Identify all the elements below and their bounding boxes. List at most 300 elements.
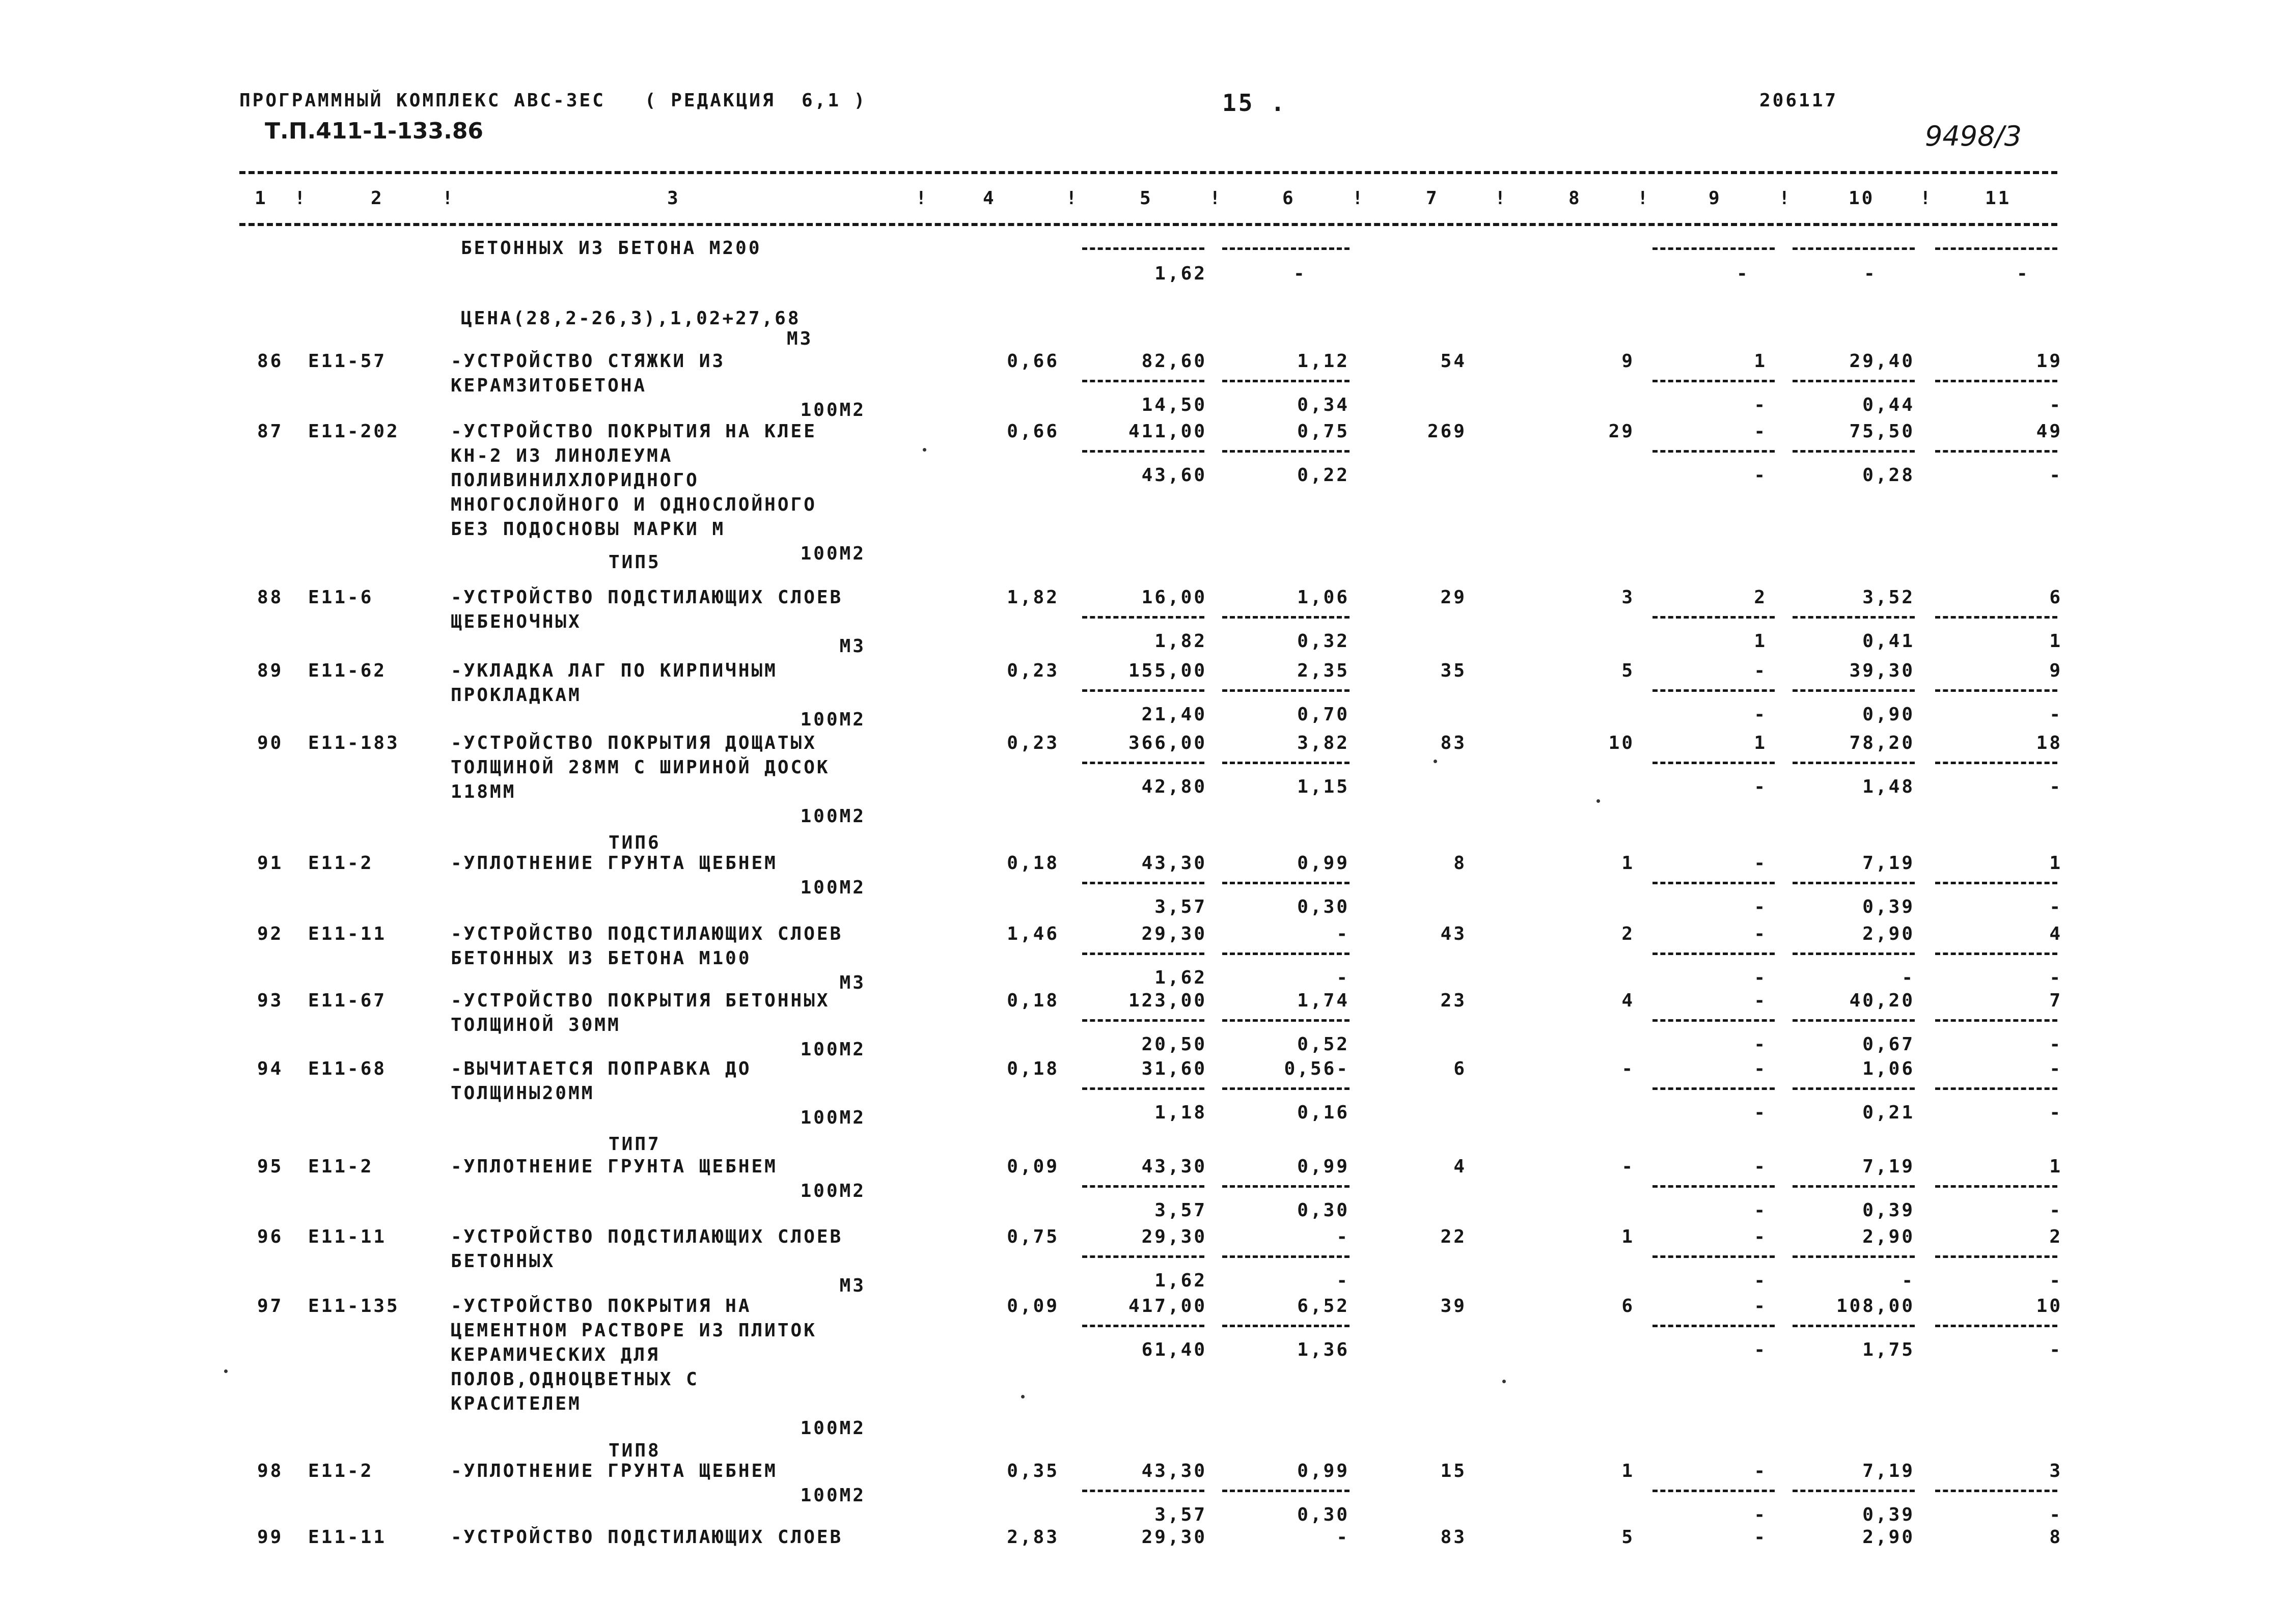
row-col11-value: 1 <box>2049 853 2062 874</box>
row-description-line: -УСТРОЙСТВО ПОДСТИЛАЮЩИХ СЛОЕВ <box>451 923 843 944</box>
row-number: 92 <box>257 923 284 944</box>
row-description-line: ПРОКЛАДКАМ <box>451 685 582 706</box>
row-col9-lower: - <box>1754 395 1767 415</box>
separator-line <box>1793 247 1915 250</box>
header-bottom-rule <box>239 223 2057 226</box>
row-col5-value: 417,00 <box>1128 1296 1207 1317</box>
row-description-line: -УПЛОТНЕНИЕ ГРУНТА ЩЕБНЕМ <box>451 1461 778 1481</box>
row-code: Е11-2 <box>308 853 374 874</box>
row-col11-lower: - <box>2049 395 2062 415</box>
row-col8-value: - <box>1621 1156 1635 1177</box>
col-separator: ! <box>294 188 308 209</box>
row-col11-lower: 1 <box>2049 631 2062 652</box>
separator-line <box>1652 1087 1775 1090</box>
separator-line <box>1652 953 1775 955</box>
row-col8-value: 5 <box>1621 1527 1635 1548</box>
row-col10-value: 2,90 <box>1862 1527 1915 1548</box>
separator-line <box>1793 882 1915 884</box>
handwritten-number: 9498/3 <box>1925 120 2022 152</box>
row-col9-lower: 1 <box>1754 631 1767 652</box>
separator-line <box>1935 380 2057 382</box>
row-unit: 100М2 <box>800 806 866 827</box>
page-number: 15 . <box>1222 89 1287 117</box>
row-col9-lower: - <box>1754 1270 1767 1291</box>
separator-line <box>1222 689 1349 692</box>
row-col8-value: 3 <box>1621 587 1635 608</box>
row-col11-lower: - <box>2049 897 2062 917</box>
row-col5-lower: 1,82 <box>1154 631 1207 652</box>
separator-line <box>1222 762 1349 764</box>
col-separator: ! <box>442 188 455 209</box>
row-col5-value: 16,00 <box>1141 587 1207 608</box>
row-quantity: 0,23 <box>1007 660 1059 681</box>
row-col9-value: - <box>1754 660 1767 681</box>
separator-line <box>1935 1019 2057 1022</box>
separator-line <box>1935 616 2057 619</box>
row-unit: М3 <box>839 1275 866 1296</box>
row-unit: 100М2 <box>800 1039 866 1060</box>
separator-line <box>1222 380 1349 382</box>
row-number: 86 <box>257 351 284 372</box>
row-col8-value: 2 <box>1621 923 1635 944</box>
row-col9-lower: - <box>1754 1504 1767 1525</box>
separator-line <box>1935 1255 2057 1258</box>
col-header-5: 5 <box>1140 188 1153 209</box>
row-col7-value: 39 <box>1440 1296 1467 1317</box>
row-col6-value: 6,52 <box>1297 1296 1349 1317</box>
row-code: Е11-2 <box>308 1461 374 1481</box>
row-col10-value: 1,06 <box>1862 1058 1915 1079</box>
row-col10-lower: 0,67 <box>1862 1034 1915 1055</box>
row-col9-value: - <box>1754 421 1767 442</box>
row-col6-lower: 0,32 <box>1297 631 1349 652</box>
separator-line <box>1935 1087 2057 1090</box>
row-quantity: 0,66 <box>1007 421 1059 442</box>
row-col8-value: 29 <box>1608 421 1635 442</box>
row-col9-value: - <box>1754 1226 1767 1247</box>
row-col6-value: 0,99 <box>1297 1156 1349 1177</box>
type-label: ТИП8 <box>609 1440 661 1461</box>
row-col5-value: 411,00 <box>1128 421 1207 442</box>
separator-line <box>1082 689 1204 692</box>
row-description-line: -УСТРОЙСТВО ПОДСТИЛАЮЩИХ СЛОЕВ <box>451 587 843 608</box>
row-col10-lower: 0,44 <box>1862 395 1915 415</box>
row-col10-value: 7,19 <box>1862 1461 1915 1481</box>
row-col11-lower: - <box>2049 465 2062 486</box>
row-col7-value: 83 <box>1440 733 1467 753</box>
row-description-line: -УСТРОЙСТВО ПОКРЫТИЯ БЕТОННЫХ <box>451 990 830 1011</box>
intro-col11-value: - <box>2017 263 2030 284</box>
row-code: Е11-11 <box>308 1527 387 1548</box>
row-quantity: 0,35 <box>1007 1461 1059 1481</box>
row-col11-lower: - <box>2049 967 2062 988</box>
col-header-1: 1 <box>255 188 268 209</box>
col-separator: ! <box>1637 188 1650 209</box>
separator-line <box>1082 1325 1204 1327</box>
intro-col5-value: 1,62 <box>1154 263 1207 284</box>
intro-col9-value: - <box>1737 263 1750 284</box>
row-col7-value: 8 <box>1453 853 1467 874</box>
row-quantity: 0,75 <box>1007 1226 1059 1247</box>
row-description-line: -УСТРОЙСТВО ПОКРЫТИЯ ДОЩАТЫХ <box>451 733 817 753</box>
row-description-line: КН-2 ИЗ ЛИНОЛЕУМА <box>451 445 673 466</box>
row-col9-value: 1 <box>1754 733 1767 753</box>
row-col7-value: 4 <box>1453 1156 1467 1177</box>
row-col6-lower: 0,34 <box>1297 395 1349 415</box>
row-col10-value: 39,30 <box>1849 660 1915 681</box>
separator-line <box>1793 689 1915 692</box>
row-col8-value: 6 <box>1621 1296 1635 1317</box>
row-col5-value: 43,30 <box>1141 1461 1207 1481</box>
row-description-line: -УПЛОТНЕНИЕ ГРУНТА ЩЕБНЕМ <box>451 1156 778 1177</box>
separator-line <box>1652 1490 1775 1492</box>
row-col7-value: 35 <box>1440 660 1467 681</box>
row-col11-lower: - <box>2049 1504 2062 1525</box>
row-col5-lower: 3,57 <box>1154 1504 1207 1525</box>
col-separator: ! <box>1920 188 1933 209</box>
col-separator: ! <box>1352 188 1365 209</box>
row-number: 94 <box>257 1058 284 1079</box>
row-col11-lower: - <box>2049 704 2062 725</box>
separator-line <box>1222 882 1349 884</box>
row-col6-value: - <box>1336 1527 1349 1548</box>
row-code: Е11-2 <box>308 1156 374 1177</box>
row-col11-value: 9 <box>2049 660 2062 681</box>
row-unit: 100М2 <box>800 1418 866 1439</box>
row-number: 96 <box>257 1226 284 1247</box>
row-code: Е11-183 <box>308 733 400 753</box>
row-col11-lower: - <box>2049 776 2062 797</box>
separator-line <box>1222 450 1349 453</box>
col-header-9: 9 <box>1709 188 1722 209</box>
row-number: 87 <box>257 421 284 442</box>
col-separator: ! <box>1495 188 1508 209</box>
row-col6-lower: 0,30 <box>1297 1504 1349 1525</box>
row-col9-lower: - <box>1754 704 1767 725</box>
row-unit: 100М2 <box>800 877 866 898</box>
separator-line <box>1793 1185 1915 1188</box>
separator-line <box>1082 1185 1204 1188</box>
row-col5-value: 29,30 <box>1141 1226 1207 1247</box>
separator-line <box>1793 1019 1915 1022</box>
row-description-line: -УСТРОЙСТВО ПОДСТИЛАЮЩИХ СЛОЕВ <box>451 1527 843 1548</box>
row-col11-value: 19 <box>2036 351 2062 372</box>
row-quantity: 0,18 <box>1007 853 1059 874</box>
row-col5-lower: 20,50 <box>1141 1034 1207 1055</box>
separator-line <box>1793 616 1915 619</box>
row-col8-value: 1 <box>1621 1226 1635 1247</box>
row-number: 97 <box>257 1296 284 1317</box>
scan-speck <box>923 448 926 452</box>
row-col6-lower: 0,70 <box>1297 704 1349 725</box>
row-col11-value: - <box>2049 1058 2062 1079</box>
separator-line <box>1082 616 1204 619</box>
row-number: 91 <box>257 853 284 874</box>
row-col10-lower: 0,39 <box>1862 897 1915 917</box>
row-description-line: -ВЫЧИТАЕТСЯ ПОПРАВКА ДО <box>451 1058 752 1079</box>
row-col10-lower: 0,39 <box>1862 1200 1915 1221</box>
row-col5-value: 29,30 <box>1141 1527 1207 1548</box>
row-col11-lower: - <box>2049 1339 2062 1360</box>
row-col9-lower: - <box>1754 897 1767 917</box>
row-col9-lower: - <box>1754 776 1767 797</box>
row-number: 99 <box>257 1527 284 1548</box>
row-col11-lower: - <box>2049 1034 2062 1055</box>
row-col11-lower: - <box>2049 1270 2062 1291</box>
row-col6-lower: - <box>1336 967 1349 988</box>
col-header-2: 2 <box>371 188 384 209</box>
separator-line <box>1652 882 1775 884</box>
separator-line <box>1222 953 1349 955</box>
col-header-7: 7 <box>1426 188 1439 209</box>
separator-line <box>1222 247 1349 250</box>
row-col5-lower: 3,57 <box>1154 897 1207 917</box>
row-description-line: БЕЗ ПОДОСНОВЫ МАРКИ М <box>451 519 726 540</box>
row-col11-value: 1 <box>2049 1156 2062 1177</box>
row-col6-lower: 0,16 <box>1297 1102 1349 1123</box>
row-description-line: КРАСИТЕЛЕМ <box>451 1393 582 1414</box>
row-col11-value: 2 <box>2049 1226 2062 1247</box>
row-number: 90 <box>257 733 284 753</box>
row-col9-value: - <box>1754 1527 1767 1548</box>
separator-line <box>1793 762 1915 764</box>
row-col9-value: 2 <box>1754 587 1767 608</box>
row-col7-value: 15 <box>1440 1461 1467 1481</box>
row-col9-value: 1 <box>1754 351 1767 372</box>
row-col11-value: 8 <box>2049 1527 2062 1548</box>
separator-line <box>1793 1490 1915 1492</box>
row-code: Е11-135 <box>308 1296 400 1317</box>
row-col8-value: 1 <box>1621 853 1635 874</box>
separator-line <box>1793 1087 1915 1090</box>
separator-line <box>1793 450 1915 453</box>
row-col8-value: - <box>1621 1058 1635 1079</box>
row-col8-value: 1 <box>1621 1461 1635 1481</box>
separator-line <box>1222 616 1349 619</box>
row-description-line: БЕТОННЫХ ИЗ БЕТОНА М100 <box>451 948 752 969</box>
row-unit: М3 <box>839 972 866 993</box>
scan-speck <box>1021 1395 1025 1398</box>
row-col8-value: 4 <box>1621 990 1635 1011</box>
col-header-4: 4 <box>983 188 996 209</box>
row-col5-lower: 1,62 <box>1154 1270 1207 1291</box>
row-col6-value: 0,99 <box>1297 853 1349 874</box>
row-description-line: ПОЛОВ,ОДНОЦВЕТНЫХ С <box>451 1369 699 1390</box>
row-col5-lower: 42,80 <box>1141 776 1207 797</box>
col-separator: ! <box>1779 188 1792 209</box>
row-col9-lower: - <box>1754 465 1767 486</box>
type-label: ТИП6 <box>609 832 661 853</box>
separator-line <box>1652 1185 1775 1188</box>
row-col8-value: 10 <box>1608 733 1635 753</box>
row-code: Е11-62 <box>308 660 387 681</box>
row-col7-value: 43 <box>1440 923 1467 944</box>
row-description-line: ЩЕБЕНОЧНЫХ <box>451 611 582 632</box>
row-description-line: ТОЛЩИНОЙ 28ММ С ШИРИНОЙ ДОСОК <box>451 757 830 778</box>
col-header-11: 11 <box>1985 188 2012 209</box>
separator-line <box>1652 380 1775 382</box>
row-col10-value: 3,52 <box>1862 587 1915 608</box>
row-col5-lower: 1,62 <box>1154 967 1207 988</box>
row-col6-value: 1,12 <box>1297 351 1349 372</box>
row-col9-value: - <box>1754 1058 1767 1079</box>
separator-line <box>1082 762 1204 764</box>
row-col11-value: 4 <box>2049 923 2062 944</box>
intro-col6-value: - <box>1293 263 1307 284</box>
row-description-line: ПОЛИВИНИЛХЛОРИДНОГО <box>451 470 699 491</box>
row-col11-lower: - <box>2049 1200 2062 1221</box>
row-col6-value: 0,56- <box>1284 1058 1349 1079</box>
row-col6-lower: - <box>1336 1270 1349 1291</box>
row-col6-lower: 0,30 <box>1297 1200 1349 1221</box>
row-number: 93 <box>257 990 284 1011</box>
row-col10-lower: 0,21 <box>1862 1102 1915 1123</box>
row-col9-value: - <box>1754 923 1767 944</box>
row-col5-lower: 3,57 <box>1154 1200 1207 1221</box>
row-col10-value: 78,20 <box>1849 733 1915 753</box>
row-col9-value: - <box>1754 1461 1767 1481</box>
type-label: ТИП5 <box>609 552 661 573</box>
row-quantity: 0,66 <box>1007 351 1059 372</box>
row-col10-lower: 0,39 <box>1862 1504 1915 1525</box>
row-col5-value: 366,00 <box>1128 733 1207 753</box>
col-header-8: 8 <box>1568 188 1582 209</box>
row-unit: 100М2 <box>800 400 866 421</box>
row-code: Е11-68 <box>308 1058 387 1079</box>
row-col5-value: 43,30 <box>1141 1156 1207 1177</box>
row-number: 89 <box>257 660 284 681</box>
row-number: 95 <box>257 1156 284 1177</box>
scan-speck <box>224 1369 228 1373</box>
separator-line <box>1935 1185 2057 1188</box>
row-col10-lower: 0,41 <box>1862 631 1915 652</box>
row-col9-lower: - <box>1754 1339 1767 1360</box>
separator-line <box>1652 616 1775 619</box>
row-col7-value: 6 <box>1453 1058 1467 1079</box>
row-col5-lower: 43,60 <box>1141 465 1207 486</box>
row-col6-lower: 0,30 <box>1297 897 1349 917</box>
row-description-line: ЦЕМЕНТНОМ РАСТВОРЕ ИЗ ПЛИТОК <box>451 1320 817 1341</box>
row-description-line: КЕРАМЗИТОБЕТОНА <box>451 375 647 396</box>
separator-line <box>1935 953 2057 955</box>
col-separator: ! <box>1209 188 1223 209</box>
row-col5-lower: 21,40 <box>1141 704 1207 725</box>
scan-speck <box>1596 799 1600 803</box>
type-label: ТИП7 <box>609 1134 661 1155</box>
separator-line <box>1082 450 1204 453</box>
row-col10-lower: - <box>1902 1270 1915 1291</box>
row-col10-lower: 0,28 <box>1862 465 1915 486</box>
separator-line <box>1652 247 1775 250</box>
separator-line <box>1082 1490 1204 1492</box>
row-description-line: -УСТРОЙСТВО ПОКРЫТИЯ НА КЛЕЕ <box>451 421 817 442</box>
row-col11-value: 6 <box>2049 587 2062 608</box>
row-col7-value: 54 <box>1440 351 1467 372</box>
row-col10-lower: 1,48 <box>1862 776 1915 797</box>
row-col6-lower: 1,15 <box>1297 776 1349 797</box>
separator-line <box>1222 1185 1349 1188</box>
separator-line <box>1652 1019 1775 1022</box>
row-col5-lower: 1,18 <box>1154 1102 1207 1123</box>
separator-line <box>1652 689 1775 692</box>
separator-line <box>1793 380 1915 382</box>
intro-description: БЕТОННЫХ ИЗ БЕТОНА М200 <box>461 238 762 259</box>
separator-line <box>1793 1325 1915 1327</box>
row-quantity: 1,46 <box>1007 923 1059 944</box>
row-number: 98 <box>257 1461 284 1481</box>
row-code: Е11-11 <box>308 923 387 944</box>
row-col6-lower: 0,22 <box>1297 465 1349 486</box>
price-formula-unit: М3 <box>787 328 813 349</box>
row-unit: 100М2 <box>800 1107 866 1128</box>
row-unit: 100М2 <box>800 543 866 564</box>
row-description-line: -УПЛОТНЕНИЕ ГРУНТА ЩЕБНЕМ <box>451 853 778 874</box>
row-col5-value: 123,00 <box>1128 990 1207 1011</box>
separator-line <box>1935 247 2057 250</box>
row-col7-value: 83 <box>1440 1527 1467 1548</box>
row-col7-value: 269 <box>1427 421 1467 442</box>
row-col9-value: - <box>1754 853 1767 874</box>
row-description-line: КЕРАМИЧЕСКИХ ДЛЯ <box>451 1345 660 1365</box>
row-description-line: -УСТРОЙСТВО ПОДСТИЛАЮЩИХ СЛОЕВ <box>451 1226 843 1247</box>
row-col11-value: 18 <box>2036 733 2062 753</box>
row-col10-value: 29,40 <box>1849 351 1915 372</box>
row-col7-value: 29 <box>1440 587 1467 608</box>
row-quantity: 0,18 <box>1007 1058 1059 1079</box>
separator-line <box>1222 1325 1349 1327</box>
program-title: ПРОГРАММНЫЙ КОМПЛЕКС АВС-ЗЕС ( РЕДАКЦИЯ 6,1 ) <box>239 90 867 111</box>
row-code: Е11-57 <box>308 351 387 372</box>
row-col9-value: - <box>1754 1296 1767 1317</box>
row-col5-value: 31,60 <box>1141 1058 1207 1079</box>
row-quantity: 0,23 <box>1007 733 1059 753</box>
separator-line <box>1935 450 2057 453</box>
row-quantity: 2,83 <box>1007 1527 1059 1548</box>
row-quantity: 0,09 <box>1007 1156 1059 1177</box>
row-col6-value: 1,06 <box>1297 587 1349 608</box>
row-col6-lower: 1,36 <box>1297 1339 1349 1360</box>
separator-line <box>1652 1255 1775 1258</box>
document-code: 206117 <box>1759 90 1838 111</box>
row-description-line: -УКЛАДКА ЛАГ ПО КИРПИЧНЫМ <box>451 660 778 681</box>
row-col5-value: 29,30 <box>1141 923 1207 944</box>
separator-line <box>1652 450 1775 453</box>
row-col7-value: 22 <box>1440 1226 1467 1247</box>
row-col6-value: 3,82 <box>1297 733 1349 753</box>
separator-line <box>1082 247 1204 250</box>
row-unit: 100М2 <box>800 1181 866 1201</box>
separator-line <box>1082 882 1204 884</box>
row-col6-value: 0,99 <box>1297 1461 1349 1481</box>
row-col11-value: 10 <box>2036 1296 2062 1317</box>
row-col10-value: 2,90 <box>1862 923 1915 944</box>
header-top-rule <box>239 171 2057 174</box>
row-col6-value: 1,74 <box>1297 990 1349 1011</box>
row-col10-value: 75,50 <box>1849 421 1915 442</box>
row-description-line: -УСТРОЙСТВО СТЯЖКИ ИЗ <box>451 351 726 372</box>
row-col10-value: 7,19 <box>1862 853 1915 874</box>
scan-speck <box>1434 760 1437 763</box>
row-code: Е11-67 <box>308 990 387 1011</box>
row-col9-lower: - <box>1754 1200 1767 1221</box>
row-col5-value: 155,00 <box>1128 660 1207 681</box>
row-col11-value: 3 <box>2049 1461 2062 1481</box>
row-col11-lower: - <box>2049 1102 2062 1123</box>
row-col10-value: 108,00 <box>1836 1296 1915 1317</box>
row-unit: М3 <box>839 636 866 657</box>
row-quantity: 1,82 <box>1007 587 1059 608</box>
row-col9-lower: - <box>1754 1102 1767 1123</box>
